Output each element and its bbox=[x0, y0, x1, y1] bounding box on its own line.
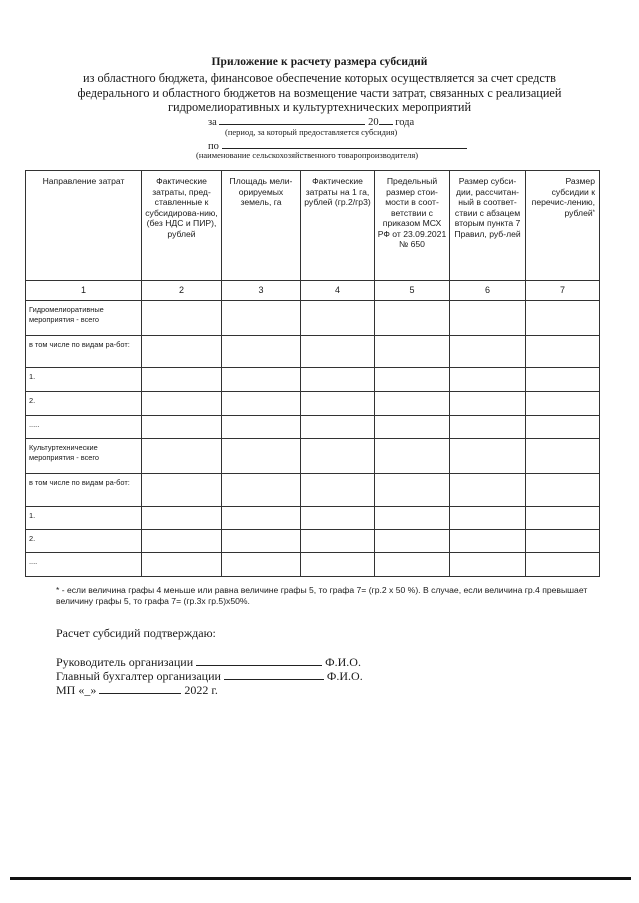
table-row bbox=[26, 368, 600, 392]
col-header-4: Фактические затраты на 1 га, рублей (гр.2/гр3) bbox=[301, 171, 375, 281]
col-number: 4 bbox=[301, 281, 375, 301]
input-cell[interactable] bbox=[301, 474, 375, 507]
input-cell[interactable] bbox=[222, 439, 301, 474]
stamp-label: МП «_» bbox=[56, 683, 97, 697]
input-cell[interactable] bbox=[450, 530, 526, 553]
col-number: 1 bbox=[26, 281, 142, 301]
input-cell[interactable] bbox=[450, 553, 526, 577]
col-number: 6 bbox=[450, 281, 526, 301]
input-cell[interactable] bbox=[375, 439, 450, 474]
input-cell[interactable] bbox=[526, 439, 600, 474]
table-row bbox=[26, 530, 600, 553]
input-cell[interactable] bbox=[142, 474, 222, 507]
table-row bbox=[26, 301, 600, 336]
input-cell[interactable] bbox=[450, 439, 526, 474]
col-number: 5 bbox=[375, 281, 450, 301]
table-row bbox=[26, 507, 600, 530]
accountant-signature-blank[interactable] bbox=[224, 669, 324, 680]
col-header-6: Размер субси-дии, рассчитан-ный в соответ-ствии с абзацем вторым пункта 7 Правил, руб-лей bbox=[450, 171, 526, 281]
table-row bbox=[26, 336, 600, 368]
input-cell[interactable] bbox=[222, 553, 301, 577]
row-label: 2. bbox=[26, 392, 142, 416]
input-cell[interactable] bbox=[375, 392, 450, 416]
input-cell[interactable] bbox=[301, 530, 375, 553]
footnote-text: * - если величина графы 4 меньше или равна величине графы 5, то графа 7= (гр.2 х 50 %). В случае, если величина гр.4 превышает величину графы 5, то графа 7= (гр.3х гр.5)х50%. bbox=[56, 585, 588, 606]
row-label: .... bbox=[26, 553, 142, 577]
col-header-1: Направление затрат bbox=[26, 171, 142, 281]
table-row bbox=[26, 392, 600, 416]
col-header-5: Предельный размер стои-мости в соот-ветствии с приказом МСХ РФ от 23.09.2021 № 650 bbox=[375, 171, 450, 281]
input-cell[interactable] bbox=[450, 416, 526, 439]
input-cell[interactable] bbox=[142, 530, 222, 553]
input-cell[interactable] bbox=[301, 392, 375, 416]
table-header-row bbox=[26, 171, 600, 281]
col-header-3: Площадь мели-орируемых земель, га bbox=[222, 171, 301, 281]
input-cell[interactable] bbox=[375, 368, 450, 392]
period-row bbox=[208, 114, 414, 128]
row-label: 2. bbox=[26, 530, 142, 553]
table-row bbox=[26, 439, 600, 474]
stamp-year: 2022 г. bbox=[184, 683, 218, 697]
input-cell[interactable] bbox=[301, 439, 375, 474]
input-cell[interactable] bbox=[526, 392, 600, 416]
input-cell[interactable] bbox=[375, 301, 450, 336]
confirmation-text: Расчет субсидий подтверждаю: bbox=[56, 626, 216, 640]
period-year-prefix: 20 bbox=[368, 117, 379, 128]
input-cell[interactable] bbox=[526, 301, 600, 336]
period-suffix: года bbox=[395, 117, 415, 128]
input-cell[interactable] bbox=[450, 474, 526, 507]
input-cell[interactable] bbox=[301, 507, 375, 530]
input-cell[interactable] bbox=[450, 301, 526, 336]
input-cell[interactable] bbox=[450, 336, 526, 368]
input-cell[interactable] bbox=[450, 507, 526, 530]
recipient-blank bbox=[222, 138, 467, 149]
input-cell[interactable] bbox=[526, 336, 600, 368]
input-cell[interactable] bbox=[450, 368, 526, 392]
accountant-name: Ф.И.О. bbox=[326, 669, 363, 683]
input-cell[interactable] bbox=[222, 368, 301, 392]
input-cell[interactable] bbox=[142, 336, 222, 368]
row-label: Культуртехнические мероприятия - всего bbox=[26, 439, 142, 474]
col-number: 3 bbox=[222, 281, 301, 301]
row-label: 1. bbox=[26, 507, 142, 530]
row-label: Гидромелиоративные мероприятия - всего bbox=[26, 301, 142, 336]
input-cell[interactable] bbox=[526, 416, 600, 439]
director-name: Ф.И.О. bbox=[325, 655, 361, 669]
col-header-7-text: Размер субсидии к перечис-лению, рублей bbox=[531, 176, 595, 218]
director-signature-blank[interactable] bbox=[196, 655, 322, 666]
row-label: в том числе по видам ра-бот: bbox=[26, 474, 142, 507]
input-cell[interactable] bbox=[222, 392, 301, 416]
col-number: 2 bbox=[142, 281, 222, 301]
row-label: ..... bbox=[26, 416, 142, 439]
input-cell[interactable] bbox=[375, 507, 450, 530]
period-caption: (период, за который предоставляется субсидия) bbox=[225, 127, 398, 137]
recipient-prefix: по bbox=[208, 141, 219, 152]
input-cell[interactable] bbox=[375, 530, 450, 553]
input-cell[interactable] bbox=[142, 416, 222, 439]
title-line-2: федерального и областного бюджетов на возмещение части затрат, связанных с реализацией bbox=[77, 86, 562, 100]
accountant-signature-row bbox=[56, 669, 363, 684]
input-cell[interactable] bbox=[526, 530, 600, 553]
document-title: Приложение к расчету размера субсидий bbox=[211, 56, 428, 68]
director-label: Руководитель организации bbox=[56, 655, 194, 669]
director-signature-row bbox=[56, 655, 361, 670]
column-numbers-row bbox=[26, 281, 600, 301]
input-cell[interactable] bbox=[526, 474, 600, 507]
input-cell[interactable] bbox=[222, 301, 301, 336]
row-label: в том числе по видам ра-бот: bbox=[26, 336, 142, 368]
input-cell[interactable] bbox=[375, 416, 450, 439]
title-line-3: гидромелиоративных и культуртехнических мероприятий bbox=[167, 100, 472, 114]
table-row bbox=[26, 474, 600, 507]
input-cell[interactable] bbox=[526, 368, 600, 392]
input-cell[interactable] bbox=[222, 507, 301, 530]
input-cell[interactable] bbox=[301, 336, 375, 368]
input-cell[interactable] bbox=[142, 507, 222, 530]
date-blank[interactable] bbox=[99, 683, 181, 694]
bottom-divider bbox=[10, 877, 631, 880]
input-cell[interactable] bbox=[375, 474, 450, 507]
input-cell[interactable] bbox=[142, 301, 222, 336]
input-cell[interactable] bbox=[450, 392, 526, 416]
input-cell[interactable] bbox=[375, 553, 450, 577]
period-blank bbox=[219, 114, 365, 125]
input-cell[interactable] bbox=[375, 336, 450, 368]
input-cell[interactable] bbox=[301, 416, 375, 439]
table-row bbox=[26, 416, 600, 439]
period-prefix: за bbox=[208, 117, 217, 128]
recipient-caption: (наименование сельскохозяйственного товаропроизводителя) bbox=[196, 150, 419, 160]
col-number: 7 bbox=[526, 281, 600, 301]
year-blank bbox=[379, 114, 393, 125]
input-cell[interactable] bbox=[301, 301, 375, 336]
table-row bbox=[26, 553, 600, 577]
input-cell[interactable] bbox=[526, 553, 600, 577]
input-cell[interactable] bbox=[142, 553, 222, 577]
footnote-marker: * bbox=[592, 209, 595, 216]
input-cell[interactable] bbox=[142, 368, 222, 392]
subsidy-table bbox=[25, 170, 600, 577]
input-cell[interactable] bbox=[222, 530, 301, 553]
input-cell[interactable] bbox=[142, 392, 222, 416]
row-label: 1. bbox=[26, 368, 142, 392]
input-cell[interactable] bbox=[142, 439, 222, 474]
input-cell[interactable] bbox=[301, 553, 375, 577]
stamp-row bbox=[56, 683, 218, 698]
input-cell[interactable] bbox=[222, 416, 301, 439]
input-cell[interactable] bbox=[222, 336, 301, 368]
col-header-2: Фактические затраты, пред-ставленные к субсидирова-нию, (без НДС и ПИР), рублей bbox=[142, 171, 222, 281]
input-cell[interactable] bbox=[301, 368, 375, 392]
input-cell[interactable] bbox=[222, 474, 301, 507]
title-line-1: из областного бюджета, финансовое обеспечение которых осуществляется за счет средств bbox=[83, 71, 556, 85]
accountant-label: Главный бухгалтер организации bbox=[56, 669, 221, 683]
col-header-7 bbox=[526, 171, 600, 281]
input-cell[interactable] bbox=[526, 507, 600, 530]
